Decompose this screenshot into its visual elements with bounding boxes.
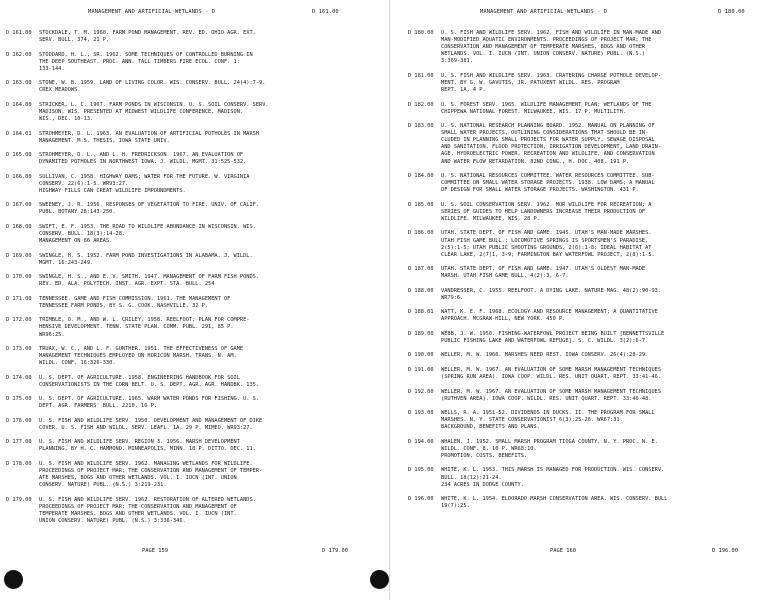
page-footer	[0, 548, 389, 558]
citation-entry	[6, 439, 381, 453]
citation-entry	[408, 309, 771, 323]
citation-entry	[6, 174, 381, 195]
entry-citation: VANDRESSER, C. 1955. REELFOOT, A DYING LAKE. NATURE MAG. 48(2):90-93. WR79:6.	[441, 287, 662, 301]
entry-number: D 191.00	[408, 366, 434, 373]
citation-entry	[408, 230, 771, 258]
entry-number: D 161.00	[6, 30, 32, 36]
entry-number: D 176.00	[6, 417, 32, 424]
entry-citation: U. S. DEPT. OF AGRICULTURE. 1965. WARM WATER PONDS FOR FISHING. U. S. DEPT. AGR. FARMERS' BULL. 2210, 16 P.	[39, 396, 260, 410]
entry-citation: U. S. DEPT. OF AGRICULTURE. 1958. ENGINEERING HANDBOOK FOR SOIL CONSERVATIONISTS IN THE CORN BELT. U. S. DEPT. AGR. AGR. HANDBK. 135.	[39, 374, 260, 388]
citation-entry	[408, 367, 771, 381]
citation-entry	[408, 266, 771, 280]
entry-citation: WELLER, M. W. 1966. MARSHES NEED REST. IOWA CONSERV. 26(4):28-29.	[441, 352, 649, 359]
entry-citation: UTAH. STATE DEPT. OF FISH AND GAME. 1945. UTAH'S MAN-MADE MARSHES. UTAH FISH GAME BULL.; LOCOMOTIVE SPRINGS IS SPORTSMEN'S PARADISE, 2(5):1-5; UTAH PUBLIC SHOOTING GROUNDS, 2(6):1-8; IDEAL HABITAT AT CLEAR LAKE, 2(7)1, 3-9; FARMINGTON BAY WATERFOWL PROJECT, 2(8):1-5.	[441, 230, 655, 258]
citation-entry	[6, 497, 381, 525]
entry-citation: WELLS, R. A. 1951-52. DIVIDENDS IN DUCKS. II. THE PROGRAM FOR SMALL MARSHES. N. Y. STATE CONSERVATIONIST 6(3):25-26. WR67:31. BACKGROUND, BENEFITS AND PLANS.	[441, 410, 655, 431]
entry-citation: WELLER, M. W. 1967. AN EVALUATION OF SOME MARSH MANAGEMENT TECHNIQUES (RUTHVEN AREA). IOWA COOP. WILDL. RES. UNIT QUART. REPT. 33:46-48.	[441, 388, 662, 402]
entry-number: D 189.00	[408, 330, 434, 337]
entry-citation: TENNESSEE. GAME AND FISH COMMISSION. 1961. THE MANAGEMENT OF TENNESSEE FARM PONDS, BY S. G. COOK. NASHVILLE. 32 P.	[39, 295, 231, 309]
entry-citation: U. S. NATIONAL RESEARCH PLANNING BOARD. 1952. MANUAL ON PLANNING OF SMALL WATER PROJECTS, OUTLINING CONSIDERATIONS THAT SHOULD BE IN- CLUDED IN PLANNING SMALL PROJECTS FOR WATER SUPPLY, SEWAGE DISPOSAL AND SANITATION, FLOOD PROTECTION, IRRIGATION DEVELOPMENT, LAND DRAIN- AGE, HYDROELECTRIC POWER, RECREATION AND WILDLIFE, AND CONSERVATION AND WATER FLOW RETARDATION. 82ND CONG., H. DOC. 408, 191 P.	[441, 123, 662, 165]
entry-citation: U. S. FISH AND WILDLIFE SERV. REGION 3. 1956. MARSH DEVELOPMENT PLANNING, BY H. C. HAMMOND. MINNEAPOLIS, MINN. 18 P. DITTO. DEC. 11.	[39, 439, 256, 453]
entry-citation: U. S. FOREST SERV. 1965. WILDLIFE MANAGEMENT PLAN; WETLANDS OF THE CHIPPEWA NATIONAL FOREST. MILWAUKEE, WIS. 17 P. MULTILITH.	[441, 101, 652, 115]
citation-entry	[408, 123, 771, 166]
citation-entry	[6, 274, 381, 288]
entry-number: D 186.00	[408, 230, 434, 237]
running-head-code: D 161.00	[312, 9, 339, 15]
entry-citation: SWEENEY, J. R. 1956. RESPONSES OF VEGETATION TO FIRE. UNIV. OF CALIF. PUBL. BOTANY 28:143-250.	[39, 202, 260, 216]
citation-entry	[408, 439, 771, 460]
running-head	[0, 9, 389, 19]
entry-number: D 192.00	[408, 388, 434, 395]
entry-number: D 177.00	[6, 439, 32, 446]
running-head-code: D 180.00	[718, 9, 745, 15]
entry-citation: WHITE, K. L. 1953. THIS MARSH IS MANAGED FOR PRODUCTION. WIS. CONSERV. BULL. 18(12):21-24. 234 ACRES IN DODGE COUNTY.	[441, 467, 665, 488]
citation-entry	[408, 173, 771, 194]
entry-number: D 196.00	[408, 496, 434, 503]
entry-number: D 169.00	[6, 252, 32, 259]
entry-number: D 171.00	[6, 295, 32, 302]
entry-citation: WHITE, K. L. 1954. ELDORADO MARSH CONSERVATION AREA. WIS. CONSERV. BULL. 19(7):25.	[441, 496, 671, 510]
entry-citation: STONE, W. B. 1959. LAND OF LIVING COLOR. WIS. CONSERV. BULL. 24(4):7-9. CREX MEADOWS.	[39, 80, 266, 94]
citation-entry	[6, 396, 381, 410]
entry-number: D 181.00	[408, 72, 434, 79]
citation-entry	[6, 131, 381, 145]
entry-number: D 188.01	[408, 309, 434, 316]
entry-number: D 172.00	[6, 317, 32, 324]
entry-number: D 162.00	[6, 51, 32, 58]
running-head-title: MANAGEMENT AND ARTIFICIAL WETLANDS - D	[480, 9, 608, 15]
entry-citation: TRIMBLE, O. M., AND W. L. CRILEY. 1958. REELFOOT; PLAN FOR COMPRE- HENSIVE DEVELOPMENT. TENN. STATE PLAN. COMM. PUBL. 291, 85 P. WR96:25.	[39, 317, 250, 338]
citation-entry	[408, 389, 771, 403]
entry-citation: U. S. FISH AND WILDLIFE SERV. 1963. CRATERING CHARGE POTHOLE DEVELOP- MENT, BY G. W. GAVUTIS, JR. PATUXENT WILDL. RES. PROGRAM REPT. 1A, 4 P.	[441, 72, 662, 94]
citation-entry	[408, 202, 771, 223]
entry-number: D 183.00	[408, 123, 434, 130]
footer-code: D 196.00	[712, 548, 738, 554]
citation-entry	[6, 346, 381, 367]
footer-code: D 179.00	[322, 548, 348, 554]
entry-number: D 188.00	[408, 287, 434, 294]
citation-entry	[408, 467, 771, 488]
citation-entry	[408, 410, 771, 431]
entry-citation: STROHMEYER, D. L. 1963. AN EVALUATION OF ARTIFICIAL POTHOLES IN MARSH MANAGEMENT. M.S. THESIS, IOWA STATE UNIV.	[39, 130, 260, 144]
citation-entry	[6, 418, 381, 432]
entry-number: D 185.00	[408, 201, 434, 208]
citation-entry	[6, 224, 381, 245]
entry-number: D 180.00	[408, 30, 434, 36]
entry-number: D 173.00	[6, 345, 32, 352]
entry-number: D 163.00	[6, 80, 32, 87]
entry-citation: STODDARD, H. L., SR. 1962. SOME TECHNIQUES OF CONTROLLED BURNING IN THE DEEP SOUTHEAST. PROC. ANN. TALL TIMBERS FIRE ECOL. CONF. 1: 133-144.	[39, 51, 253, 72]
entry-number: D 193.00	[408, 410, 434, 417]
citation-entry	[408, 30, 771, 65]
entry-citation: TRUAX, W. C., AND L. F. GUNTHER. 1951. THE EFFECTIVENESS OF GAME MANAGEMENT TECHNIQUES EMPLOYED ON HORICON MARSH. TRANS. N. AM. WILDL. CONF. 16:326-330.	[39, 345, 244, 367]
entry-number: D 190.00	[408, 352, 434, 359]
right-page	[390, 0, 779, 600]
entry-citation: UTAH. STATE DEPT. OF FISH AND GAME. 1947. UTAH'S OLDEST MAN-MADE MARSH. UTAH FISH GAME BULL. 4(2):3, 6-7.	[441, 266, 646, 280]
entry-citation: SWINGLE, H. S., AND E. V. SMITH. 1947. MANAGEMENT OF FARM FISH PONDS. REV. ED. ALA. POLYTECH. INST. AGR. EXPT. STA. BULL. 254	[39, 274, 260, 288]
entry-number: D 195.00	[408, 467, 434, 474]
punch-hole-icon	[4, 570, 23, 589]
entry-citation: U. S. NATIONAL RESOURCES COMMITTEE. WATER RESOURCES COMMITTEE. SUB- COMMITTEE ON SMALL WATER STORAGE PROJECTS. 1938. LOW DAMS; A MANUAL OF DESIGN FOR SMALL WATER STORAGE PROJECTS. WASHINGTON. 431 P.	[441, 173, 655, 194]
citation-entry	[6, 296, 381, 310]
citation-entry	[6, 30, 381, 44]
citation-entry	[6, 202, 381, 216]
entry-citation: WEBB, J. W. 1950. FISHING-WATERFOWL PROJECT BEING BUILT [BENNETTSVILLE PUBLIC FISHING LAKE AND WATERFOWL REFUGE]. S. C. WILDL. 3(2):6-7.	[441, 330, 665, 344]
left-page	[0, 0, 389, 600]
entry-citation: WHALEN, J. 1952. SMALL MARSH PROGRAM TIOGA COUNTY, N. Y. PROC. N. E. WILDL. CONF. 8, 10 P. WR68:10. PROMOTION, COSTS, BENEFITS.	[441, 438, 658, 459]
citation-entry	[408, 288, 771, 302]
entry-number: D 174.00	[6, 374, 32, 381]
entry-number: D 175.00	[6, 396, 32, 403]
citation-entry	[408, 102, 771, 116]
entry-citation: SULLIVAN, C. 1958. HIGHWAY DAMS; WATER FOR THE FUTURE. W. VIRGINIA CONSERV. 22(6):1-5. WR93:27. HIGHWAY FILLS CAN CREAT WILDLIFE IMPOUNDMENTS.	[39, 173, 250, 194]
running-head	[390, 9, 779, 19]
entry-citation: U. S. FISH AND WILDLIFE SERV. 1962. RESTORATION OF ALTERED WETLANDS. PROCEEDINGS OF PROJECT MAR; THE CONSERVATION AND MANAGEMENT OF TEMPERATE MARSHES, BOGS AND OTHER WETLANDS. VOL. I. IUCN (INT. UNION CONSERV. NATURE) PUBL. (N.S.) 3:336-346.	[39, 496, 256, 525]
entry-citation: SWIFT, E. F. 1953. THE ROAD TO WILDLIFE ABUNDANCE IN WISCONSIN. WIS. CONSERV. BULL. 18(3):14-28. MANAGEMENT ON 66 AREAS.	[39, 223, 256, 245]
page-footer	[390, 548, 779, 558]
entry-number: D 170.00	[6, 274, 32, 281]
entry-number: D 178.00	[6, 460, 32, 467]
citation-entry	[408, 352, 771, 359]
entry-number: D 164.01	[6, 130, 32, 137]
entry-citation: STRICKER, L. C. 1967. FARM PONDS IN WISCONSIN. U. S. SOIL CONSERV. SERV. MADISON, WIS. PRESENTED AT MIDWEST WILDLIFE CONFERENCE, MADISON. WIS., DEC. 10-13.	[39, 101, 269, 123]
entry-number: D 166.00	[6, 173, 32, 180]
page-number: PAGE 160	[550, 548, 576, 554]
entry-number: D 184.00	[408, 173, 434, 180]
punch-hole-icon	[370, 570, 389, 589]
entry-citation: WELLER, M. W. 1967. AN EVALUATION OF SOME MARSH MANAGEMENT TECHNIQUES (SPRING RUN AREA). IOWA COOP. WILDL. RES. UNIT QUART. REPT. 33:41-46.	[441, 366, 662, 381]
citation-entry	[408, 73, 771, 94]
citation-entry	[408, 331, 771, 345]
citation-entry	[408, 496, 771, 510]
entry-citation: WATT, K. E. F. 1968. ECOLOGY AND RESOURCE MANAGEMENT; A QUANTITATIVE APPROACH. MCGRAW-HILL, NEW YORK. 450 P.	[441, 309, 658, 323]
entry-number: D 194.00	[408, 438, 434, 445]
entry-list	[6, 30, 381, 533]
entry-number: D 164.00	[6, 101, 32, 108]
citation-entry	[6, 253, 381, 267]
running-head-title: MANAGEMENT AND ARTIFICIAL WETLANDS - D	[88, 9, 216, 15]
citation-entry	[6, 52, 381, 73]
page-number: PAGE 159	[142, 548, 168, 554]
citation-entry	[6, 102, 381, 123]
entry-list	[408, 30, 771, 518]
entry-number: D 168.00	[6, 223, 32, 230]
entry-citation: U. S. FISH AND WILDLIFE SERV. 1950. DEVELOPMENT AND MANAGEMENT OF DIKE COVER. U. S. FISH AND WILDL. SERV. LEAFL. 1A, 29 P. MIMEO. WR93:27.	[39, 417, 263, 431]
entry-number: D 182.00	[408, 101, 434, 108]
entry-citation: U. S. SOIL CONSERVATION SERV. 1962. MOR WILDLIFE FOR RECREATION; A SERIES OF GUIDES TO HELP LANDOWNERS INCREASE THEIR PRODUCTION OF WILDLIFE. MILWAUKEE, WIS. 28 P.	[441, 201, 652, 222]
citation-entry	[6, 461, 381, 489]
entry-citation: U. S. FISH AND WILDLIFE SERV. 1962. FISH AND WILDLIFE IN MAN-MADE AND MAN-MODIFIED AQUATIC ENVIRONMENTS. PROCEEDINGS OF PROJECT MAR; THE CONSERVATION AND MANAGEMENT OF TEMPERATE MARSHES, BOGS AND OTHER WETLANDS. VOL. I. IUCN (INT. UNION CONSERV. NATURE) PUBL. (N.S.) 3:369-381.	[441, 30, 662, 65]
citation-entry	[6, 80, 381, 94]
citation-entry	[6, 317, 381, 338]
citation-entry	[6, 375, 381, 389]
entry-number: D 179.00	[6, 496, 32, 503]
entry-number: D 165.00	[6, 152, 32, 159]
entry-citation: STROHMEYER, D. L., AND L. H. FREDRICKSON. 1967. AN EVALUATION OF DYNAMITED POTHOLES IN NORTHWEST IOWA. J. WILDL. MGMT. 31:525-532.	[39, 152, 247, 166]
citation-entry	[6, 152, 381, 166]
entry-number: D 187.00	[408, 266, 434, 273]
entry-citation: SWINGLE, H. S. 1952. FARM POND INVESTIGATIONS IN ALABAMA. J. WILDL. MGMT. 16:243-249.	[39, 252, 253, 266]
entry-number: D 167.00	[6, 202, 32, 209]
entry-citation: U. S. FISH AND WILDLIFE SERV. 1962. MANAGING WETLANDS FOR WILDLIFE. PROCEEDINGS OF PROJECT MAR; THE CONSERVATION AND MANAGEMENT OF TEMPER- ATE MARSHES, BOGS AND OTHER WETLANDS. VOL. I. IUCN (INT. UNION CONSERV. NATURE) PUBL. (N.S.) 3:219-231.	[39, 460, 263, 489]
entry-citation: STOCKDALE, T. M. 1960. FARM POND MANAGEMENT. REV. ED. OHIO AGR. EXT. SERV. BULL. 374, 21 P.	[39, 30, 256, 44]
